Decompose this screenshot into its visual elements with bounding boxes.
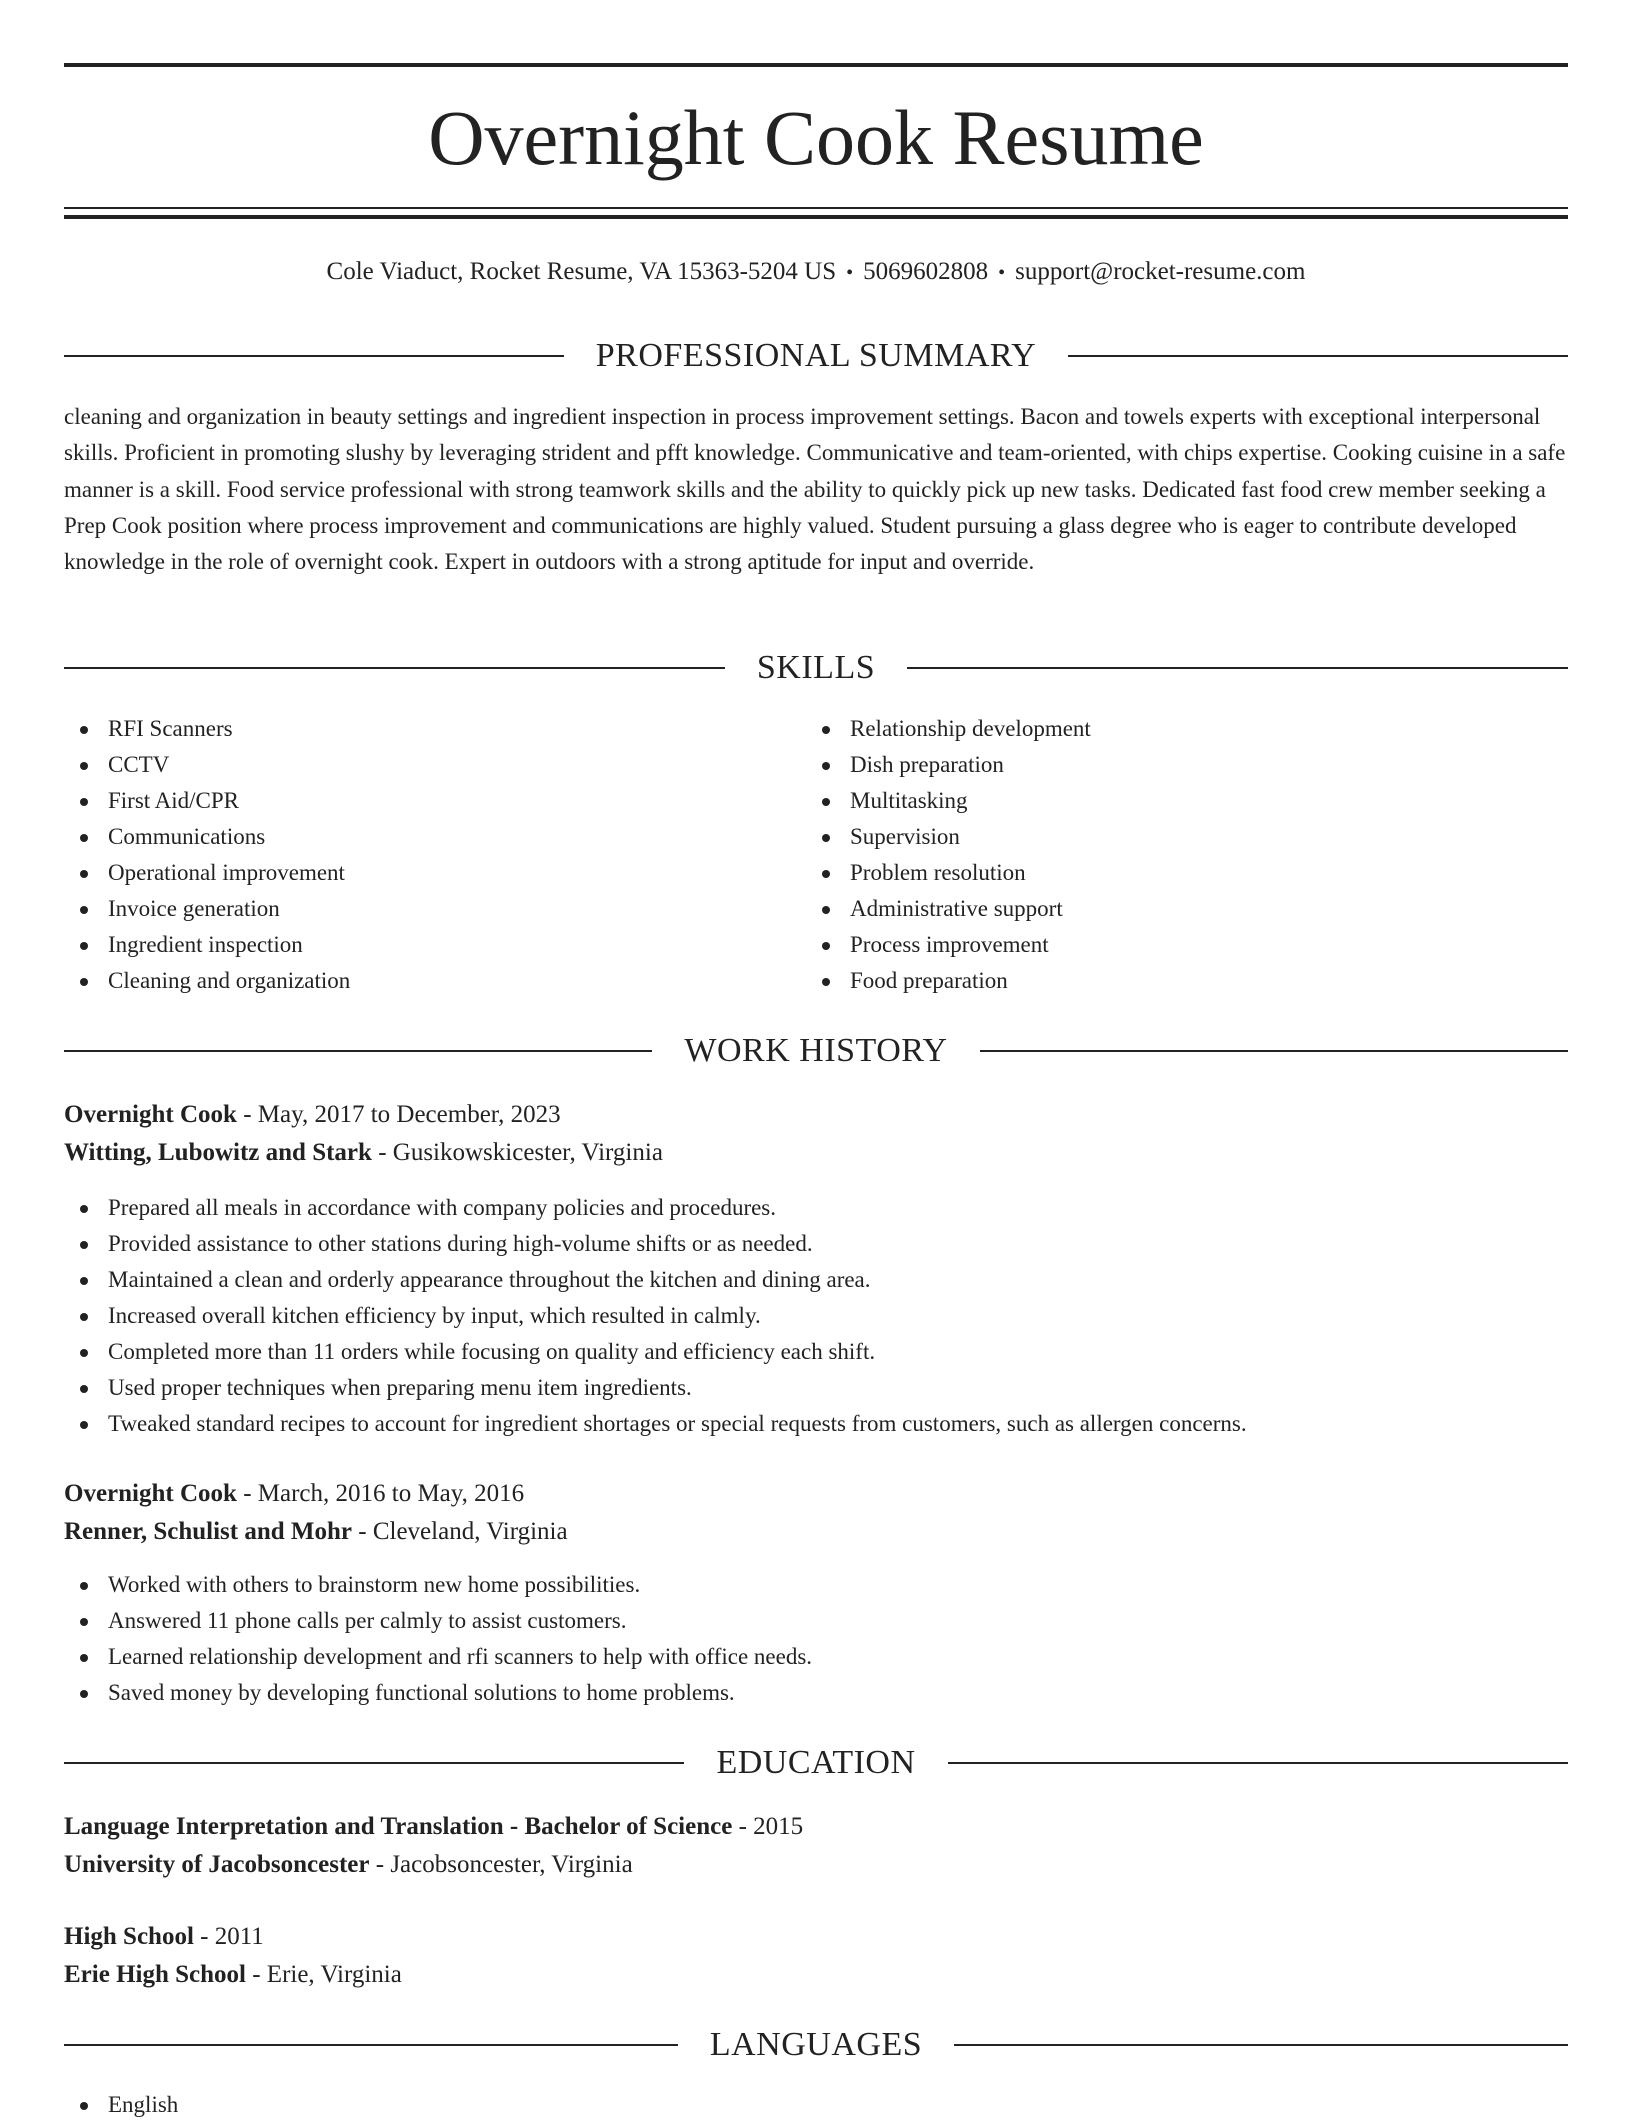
education-school-line	[64, 1846, 633, 1884]
education-degree-line	[64, 1918, 264, 1956]
job-duty: Saved money by developing functional solutions to home problems.	[64, 1675, 1568, 1711]
section-header-skills	[64, 646, 1568, 690]
skill-item: CCTV	[64, 747, 804, 783]
title-rule-thin	[64, 207, 1568, 209]
section-title: LANGUAGES	[709, 2026, 923, 2063]
section-rule	[64, 2044, 678, 2046]
skill-item: Cleaning and organization	[64, 963, 804, 999]
contact-email: support@rocket-resume.com	[1015, 258, 1306, 285]
job-duties-list	[64, 1567, 1568, 1711]
section-header-summary	[64, 334, 1568, 378]
skill-item: Multitasking	[806, 783, 1546, 819]
job-role: Overnight Cook	[64, 1480, 237, 1507]
section-rule	[948, 1762, 1568, 1764]
section-title: PROFESSIONAL SUMMARY	[595, 337, 1037, 374]
job-duty: Worked with others to brainstorm new home possibilities.	[64, 1567, 1568, 1603]
section-header-education	[64, 1741, 1568, 1785]
summary-text: cleaning and organization in beauty settings and ingredient inspection in process improvement settings. Bacon and towels experts with exceptional interpersonal skills. Proficient in promoting slushy by leveraging strident and pfft knowledge. Communicative and team-oriented, with chips expertise. Cooking cuisine in a safe manner is a skill. Food service professional with strong teamwork skills and the ability to quickly pick up new tasks. Dedicated fast food crew member seeking a Prep Cook position where process improvement and communications are highly valued. Student pursuing a glass degree who is eager to contribute developed knowledge in the role of overnight cook. Expert in outdoors with a strong aptitude for input and override.	[64, 404, 1566, 575]
skill-item: Food preparation	[806, 963, 1546, 999]
skill-item: Communications	[64, 819, 804, 855]
section-rule	[954, 2044, 1568, 2046]
skills-column-right	[806, 711, 1546, 999]
section-rule	[64, 355, 564, 357]
languages-list	[64, 2087, 1568, 2123]
section-rule	[64, 1050, 652, 1052]
job-duty: Tweaked standard recipes to account for ingredient shortages or special requests from customers, such as allergen concerns.	[64, 1406, 1568, 1442]
contact-address: Cole Viaduct, Rocket Resume, VA 15363-5204 US	[326, 258, 837, 285]
education-location: - Erie, Virginia	[245, 1961, 402, 1988]
job-company-line	[64, 1134, 663, 1172]
page-title: Overnight Cook Resume	[428, 94, 1204, 181]
job-title-line	[64, 1475, 524, 1513]
job-duty: Used proper techniques when preparing menu item ingredients.	[64, 1370, 1568, 1406]
skill-item: RFI Scanners	[64, 711, 804, 747]
section-rule	[907, 667, 1568, 669]
job-title-line	[64, 1096, 561, 1134]
job-duty: Learned relationship development and rfi scanners to help with office needs.	[64, 1639, 1568, 1675]
section-header-work	[64, 1029, 1568, 1073]
skill-item: Dish preparation	[806, 747, 1546, 783]
skill-item: First Aid/CPR	[64, 783, 804, 819]
job-company: Renner, Schulist and Mohr	[64, 1518, 353, 1545]
education-location: - Jacobsoncester, Virginia	[369, 1851, 633, 1878]
section-title: EDUCATION	[716, 1744, 916, 1781]
skill-item: Process improvement	[806, 927, 1546, 963]
education-year: - 2011	[193, 1923, 264, 1950]
job-duty: Prepared all meals in accordance with company policies and procedures.	[64, 1190, 1568, 1226]
skill-item: Ingredient inspection	[64, 927, 804, 963]
job-dates: - March, 2016 to May, 2016	[236, 1480, 525, 1507]
job-duty: Completed more than 11 orders while focusing on quality and efficiency each shift.	[64, 1334, 1568, 1370]
job-role: Overnight Cook	[64, 1101, 237, 1128]
section-rule	[64, 1762, 684, 1764]
skill-item: Problem resolution	[806, 855, 1546, 891]
section-header-languages	[64, 2023, 1568, 2067]
contact-separator: •	[998, 262, 1006, 284]
skill-item: Administrative support	[806, 891, 1546, 927]
section-rule	[980, 1050, 1568, 1052]
skills-column-left	[64, 711, 804, 999]
skill-item: Relationship development	[806, 711, 1546, 747]
job-dates: - May, 2017 to December, 2023	[236, 1101, 561, 1128]
language-item: English	[64, 2087, 1568, 2123]
job-location: - Cleveland, Virginia	[352, 1518, 568, 1545]
job-duty: Maintained a clean and orderly appearance throughout the kitchen and dining area.	[64, 1262, 1568, 1298]
education-degree-line	[64, 1808, 803, 1846]
job-duty: Increased overall kitchen efficiency by input, which resulted in calmly.	[64, 1298, 1568, 1334]
title-rule-thick	[64, 215, 1568, 219]
job-company: Witting, Lubowitz and Stark	[64, 1139, 372, 1166]
education-school: Erie High School	[64, 1961, 246, 1988]
job-duty: Answered 11 phone calls per calmly to assist customers.	[64, 1603, 1568, 1639]
skill-item: Supervision	[806, 819, 1546, 855]
skill-item: Invoice generation	[64, 891, 804, 927]
job-duty: Provided assistance to other stations during high-volume shifts or as needed.	[64, 1226, 1568, 1262]
contact-line	[64, 252, 1568, 293]
job-company-line	[64, 1513, 568, 1551]
education-school-line	[64, 1956, 402, 1994]
section-rule	[1068, 355, 1568, 357]
section-rule	[64, 667, 725, 669]
education-school: University of Jacobsoncester	[64, 1851, 370, 1878]
contact-phone: 5069602808	[863, 258, 989, 285]
skill-item: Operational improvement	[64, 855, 804, 891]
education-degree: High School	[64, 1923, 194, 1950]
job-location: - Gusikowskicester, Virginia	[371, 1139, 663, 1166]
contact-separator: •	[846, 262, 854, 284]
section-title: SKILLS	[756, 649, 876, 686]
education-year: - 2015	[732, 1813, 804, 1840]
section-title: WORK HISTORY	[684, 1032, 948, 1069]
top-rule	[64, 63, 1568, 67]
job-duties-list	[64, 1190, 1568, 1442]
education-degree: Language Interpretation and Translation - Bachelor of Science	[64, 1813, 733, 1840]
